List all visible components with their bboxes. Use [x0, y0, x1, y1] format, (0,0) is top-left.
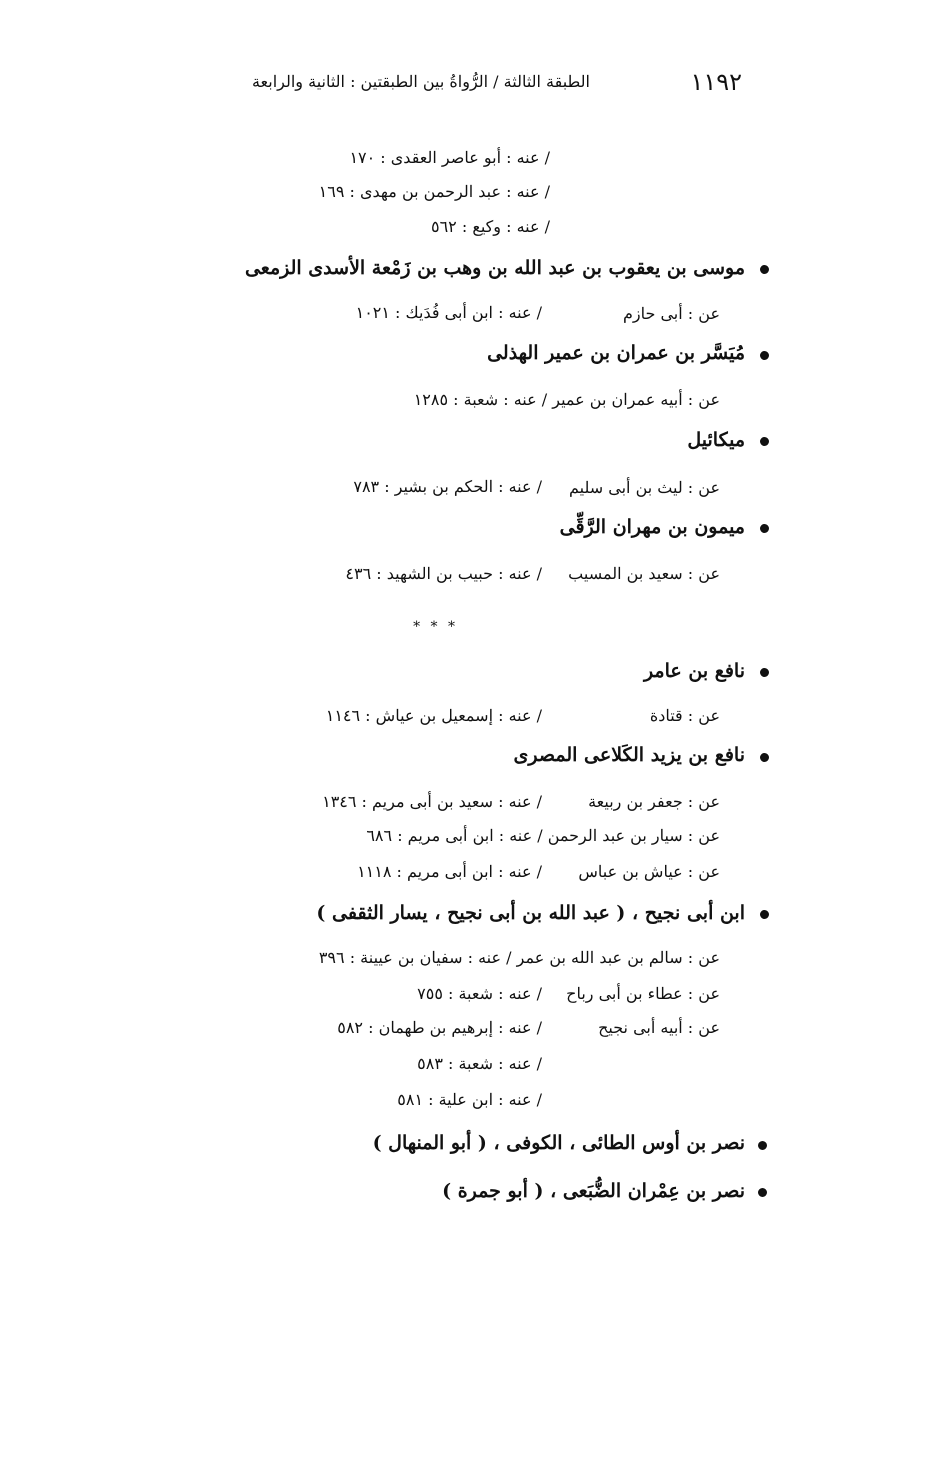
narrator-from: عن : قتادة	[649, 706, 720, 725]
entry-bullet	[760, 351, 769, 360]
narrator-from: عن : جعفر بن ربيعة	[588, 792, 720, 811]
narrator-line: / عنه : شعبة : ٥٨٣	[417, 1054, 542, 1073]
entry-heading: نافع بن عامر	[643, 660, 745, 682]
narrator-line: / عنه : عبد الرحمن بن مهدى : ١٦٩	[318, 182, 550, 201]
narrator-line: عن : سالم بن عبد الله بن عمر / عنه : سفيان بن عيينة : ٣٩٦	[318, 948, 720, 967]
narrator-from: عن : أبيه أبى نجيح	[598, 1018, 720, 1037]
entry-bullet	[760, 524, 769, 533]
narrator-to: / عنه : إسمعيل بن عياش : ١١٤٦	[325, 706, 542, 725]
narrator-from: عن : عياش بن عباس	[578, 862, 720, 881]
entry-heading: نصر بن عِمْران الضُّبَعى ، ( أبو جمرة )	[442, 1180, 745, 1202]
entry-bullet	[760, 437, 769, 446]
narrator-to: / عنه : إبرهيم بن طهمان : ٥٨٢	[337, 1018, 542, 1037]
narrator-line: / عنه : وكيع : ٥٦٢	[430, 217, 550, 236]
entry-heading: ابن أبى نجيح ، ( عبد الله بن أبى نجيح ، يسار الثقفى )	[316, 902, 745, 924]
entry-bullet	[758, 1188, 767, 1197]
page-number: ١١٩٢	[690, 68, 742, 96]
narrator-line: / عنه : أبو عاصر العقدى : ١٧٠	[349, 148, 550, 167]
narrator-to: / عنه : شعبة : ٧٥٥	[417, 984, 542, 1003]
entry-heading: نصر بن أوس الطائى ، الكوفى ، ( أبو المنهال )	[372, 1132, 745, 1154]
entry-heading: نافع بن يزيد الكَلاعى المصرى	[513, 744, 745, 766]
entry-bullet	[758, 1141, 767, 1150]
narrator-from: عن : سعيد بن المسيب	[568, 564, 720, 583]
entry-heading: ميمون بن مهران الرَّقِّى	[559, 516, 745, 538]
entry-heading: مُيَسَّر بن عمران بن عمير الهذلى	[487, 342, 745, 364]
narrator-to: / عنه : حبيب بن الشهيد : ٤٣٦	[345, 564, 542, 583]
entry-bullet	[760, 910, 769, 919]
entry-bullet	[760, 668, 769, 677]
narrator-to: / عنه : الحكم بن بشير : ٧٨٣	[353, 477, 542, 496]
running-head: الطبقة الثالثة / الرُّواةُ بين الطبقتين : الثانية والرابعة	[251, 72, 590, 91]
narrator-to: / عنه : ابن أبى مريم : ١١١٨	[357, 862, 542, 881]
entry-heading: ميكائيل	[687, 429, 745, 451]
narrator-line: عن : سيار بن عبد الرحمن / عنه : ابن أبى مريم : ٦٨٦	[366, 826, 720, 845]
narrator-from: عن : أبى حازم	[622, 304, 720, 323]
narrator-to: / عنه : سعيد بن أبى مريم : ١٣٤٦	[322, 792, 542, 811]
entry-heading: موسى بن يعقوب بن عبد الله بن وهب بن زَمْعة الأسدى الزمعى	[244, 257, 745, 279]
narrator-from: عن : ليث بن أبى سليم	[568, 478, 720, 497]
narrator-from: عن : عطاء بن أبى رباح	[566, 984, 720, 1003]
narrator-line: عن : أبيه عمران بن عمير / عنه : شعبة : ١٢٨٥	[413, 390, 720, 409]
entry-bullet	[760, 265, 769, 274]
narrator-to: / عنه : ابن أبى فُدَيك : ١٠٢١	[355, 303, 542, 322]
section-separator: * * *	[413, 619, 458, 635]
narrator-line: / عنه : ابن علية : ٥٨١	[397, 1090, 542, 1109]
entry-bullet	[760, 753, 769, 762]
